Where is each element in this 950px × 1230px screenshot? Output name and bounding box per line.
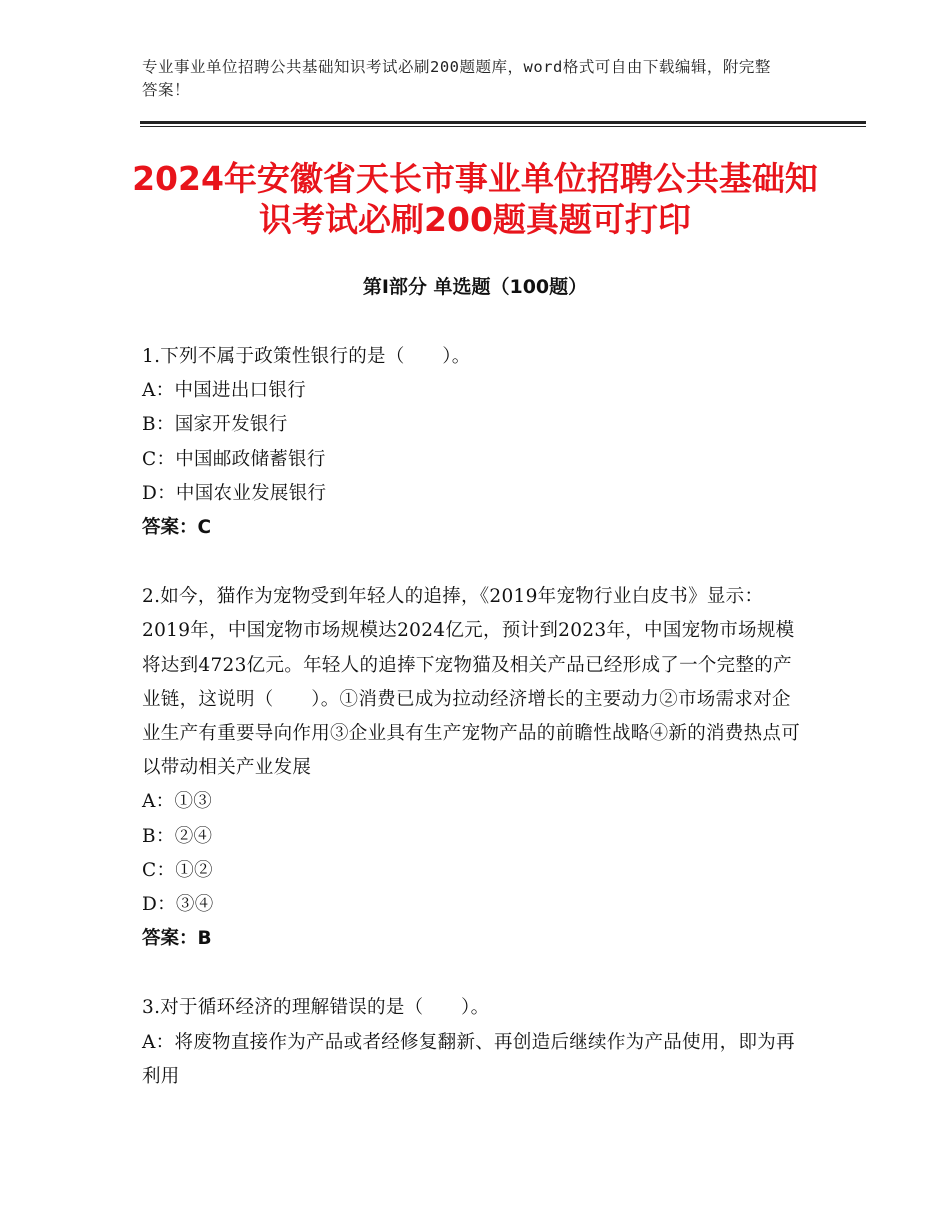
option-c: C：中国邮政储蓄银行 bbox=[142, 448, 326, 470]
question-1 bbox=[142, 340, 802, 545]
document-title: 2024年安徽省天长市事业单位招聘公共基础知识考试必刷200题真题可打印 bbox=[132, 159, 818, 239]
option-c: C：①② bbox=[142, 859, 213, 881]
question-3 bbox=[142, 991, 802, 1094]
option-d: D：中国农业发展银行 bbox=[142, 482, 327, 504]
section-title: 第Ⅰ部分 单选题（100题） bbox=[362, 276, 588, 298]
question-2 bbox=[142, 580, 802, 956]
question-list bbox=[142, 340, 802, 1094]
header-rule-thick bbox=[140, 121, 866, 124]
question-stem: 3.对于循环经济的理解错误的是（ ）。 bbox=[142, 997, 490, 1019]
answer-line: 答案：C bbox=[142, 517, 212, 539]
option-a: A：①③ bbox=[142, 791, 213, 813]
header-note: 专业事业单位招聘公共基础知识考试必刷200题题库，word格式可自由下载编辑，附完整答案！ bbox=[142, 58, 771, 99]
header-rule-thin bbox=[140, 126, 866, 127]
option-a: A：中国进出口银行 bbox=[142, 380, 307, 402]
option-a: A：将废物直接作为产品或者经修复翻新、再创造后继续作为产品使用，即为再利用 bbox=[142, 1031, 795, 1087]
option-d: D：③④ bbox=[142, 894, 214, 916]
question-stem: 2.如今，猫作为宠物受到年轻人的追捧，《2019年宠物行业白皮书》显示：2019年，中国宠物市场规模达2024亿元，预计到2023年，中国宠物市场规模将达到4723亿元。年轻人的追捧下宠物猫及相关产品已经形成了一个完整的产业链，这说明（ ）。①消费已成为拉动经济增长的主要动力②市场需求对企业生产有重要导向作用③企业具有生产宠物产品的前瞻性战略④新的消费热点可以带动相关产业发展 bbox=[142, 586, 801, 779]
answer-line: 答案：B bbox=[142, 928, 212, 950]
option-b: B：国家开发银行 bbox=[142, 414, 288, 436]
option-b: B：②④ bbox=[142, 825, 213, 847]
question-stem: 1.下列不属于政策性银行的是（ ）。 bbox=[142, 346, 471, 367]
